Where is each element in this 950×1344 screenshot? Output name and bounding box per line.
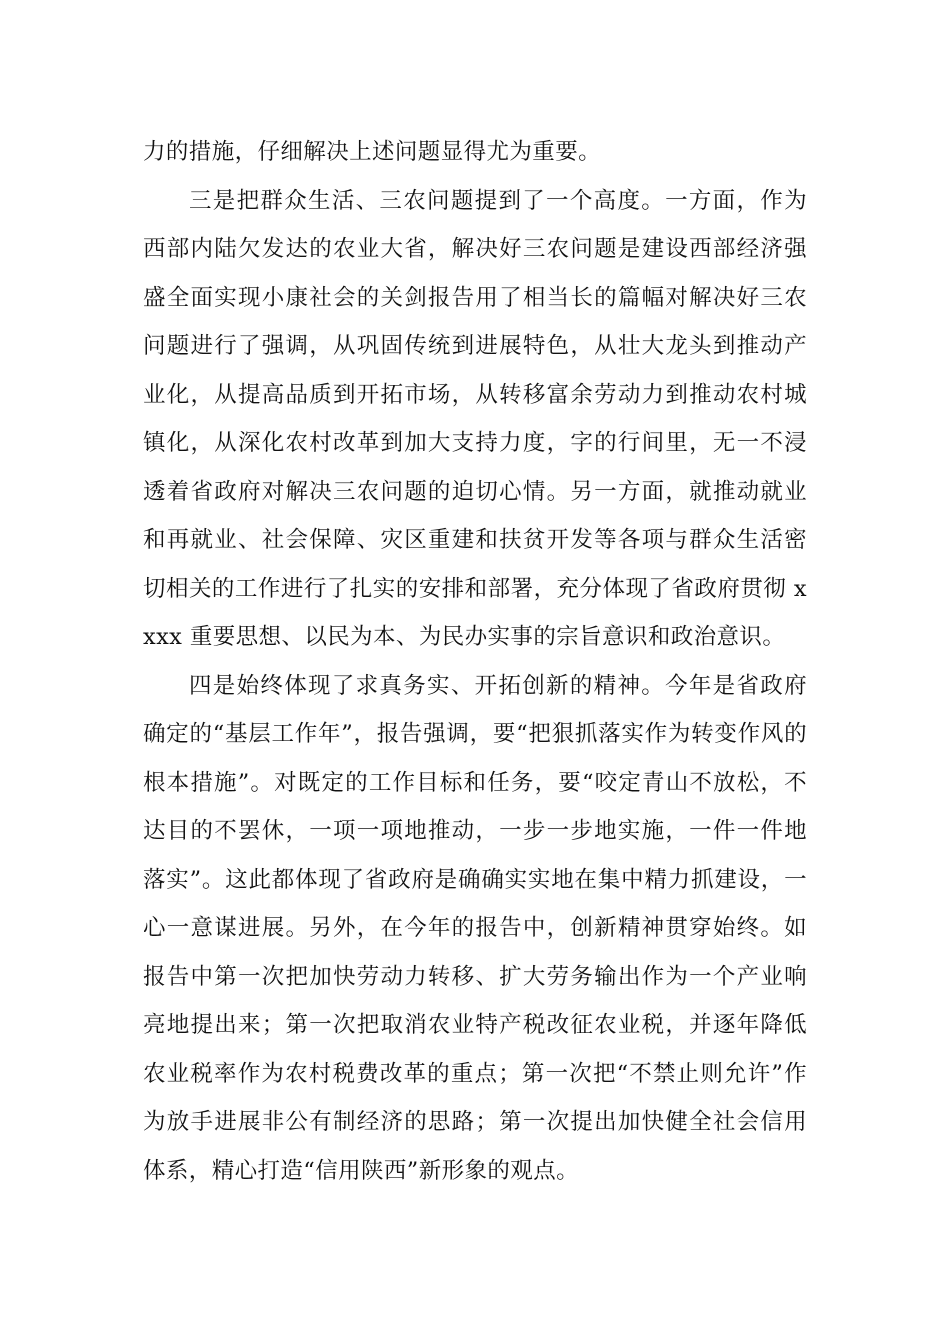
paragraph-continuation: 力的措施，仔细解决上述问题显得尤为重要。 — [143, 139, 602, 165]
paragraph-point-three: 三是把群众生活、三农问题提到了一个高度。一方面，作为西部内陆欠发达的农业大省，解决好三农问题是建设西部经济强盛全面实现小康社会的关剑报告用了相当长的篇幅对解决好三农问题进行了强调，从巩固传统到进展特色，从壮大龙头到推动产业化，从提高品质到开拓市场，从转移富余劳动力到推动农村城镇化，从深化农村改革到加大支持力度，字的行间里，无一不浸透着省政府对解决三农问题的迫切心情。另一方面，就推动就业和再就业、社会保障、灾区重建和扶贫开发等各项与群众生活密切相关的工作进行了扎实的安排和部署，充分体现了省政府贯彻 xxxx 重要思想、以民为本、为民办实事的宗旨意识和政治意识。 — [143, 187, 807, 650]
paragraph-point-four: 四是始终体现了求真务实、开拓创新的精神。今年是省政府确定的“基层工作年”，报告强调，要“把狠抓落实作为转变作风的根本措施”。对既定的工作目标和任务，要“咬定青山不放松，不达目的不罢休，一项一项地推动，一步一步地实施，一件一件地落实”。这此都体现了省政府是确确实实地在集中精力抓建设，一心一意谋进展。另外，在今年的报告中，创新精神贯穿始终。如报告中第一次把加快劳动力转移、扩大劳务输出作为一个产业响亮地提出来；第一次把取消农业特产税改征农业税，并逐年降低农业税率作为农村税费改革的重点；第一次把“不禁止则允许”作为放手进展非公有制经济的思路；第一次提出加快健全社会信用体系，精心打造“信用陕西”新形象的观点。 — [143, 672, 807, 1184]
document-body — [143, 128, 807, 1195]
